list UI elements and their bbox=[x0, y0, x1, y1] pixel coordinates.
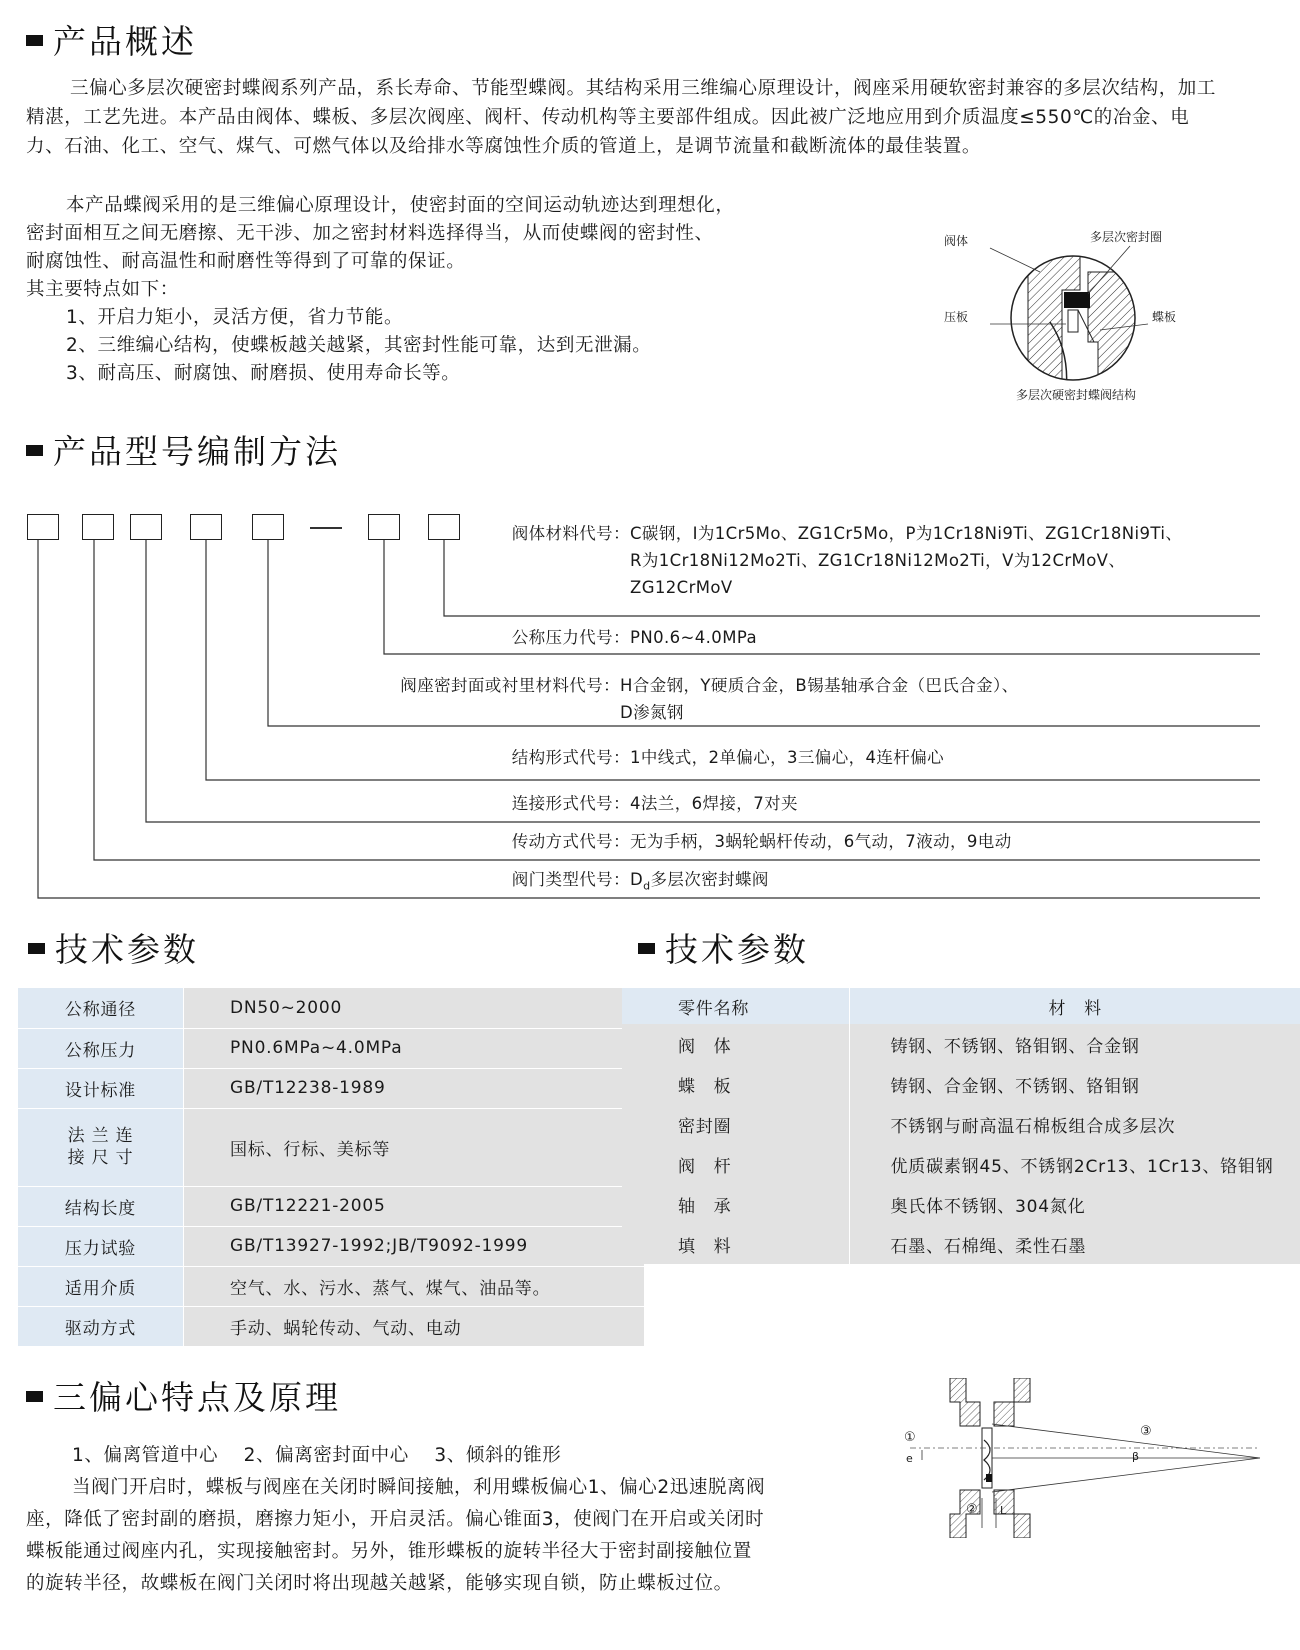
overview-paragraph-2-line-2: 密封面相互之间无磨擦、无干涉、加之密封材料选择得当，从而使蝶阀的密封性、 bbox=[26, 223, 714, 244]
section-title-triple-offset: 三偏心特点及原理 bbox=[26, 1372, 341, 1419]
offset-mark-3: ③ bbox=[1140, 1424, 1152, 1439]
table-row: 结构长度 GB/T12221-2005 bbox=[18, 1186, 644, 1226]
seal-structure-diagram bbox=[944, 230, 1210, 422]
section-title-model-code: 产品型号编制方法 bbox=[26, 426, 341, 473]
offset-label-l: L bbox=[1000, 1504, 1007, 1517]
table-row: 蝶 板 铸钢、合金钢、不锈钢、铬钼钢 bbox=[622, 1064, 1300, 1104]
title-square-icon bbox=[638, 943, 655, 954]
table-header-row: 零件名称 材 料 bbox=[622, 988, 1300, 1024]
triple-offset-line-1: 当阀门开启时，蝶板与阀座在关闭时瞬间接触，利用蝶板偏心1、偏心2迅速脱离阀 bbox=[72, 1477, 766, 1498]
overview-paragraph-1: 三偏心多层次硬密封蝶阀系列产品，系长寿命、节能型蝶阀。其结构采用三维编心原理设计，阀座采用硬软密封兼容的多层次结构，加工精湛，工艺先进。本产品由阀体、蝶板、多层次阀座、阀杆、传动机构等主要部件组成。因此被广泛地应用到介质温度≤550℃的冶金、电力、石油、化工、空气、煤气、可燃气体以及给排水等腐蚀性介质的管道上，是调节流量和截断流体的最佳装置。 bbox=[26, 78, 1217, 157]
table-row: 设计标准 GB/T12238-1989 bbox=[18, 1068, 644, 1108]
table-row: 公称压力 PN0.6MPa~4.0MPa bbox=[18, 1028, 644, 1068]
triple-offset-diagram bbox=[900, 1378, 1280, 1538]
table-row: 填 料 石墨、石棉绳、柔性石墨 bbox=[622, 1224, 1300, 1264]
triple-offset-drawing bbox=[900, 1378, 1280, 1538]
tech-params-table bbox=[18, 988, 644, 1347]
overview-paragraph-2-line-3: 耐腐蚀性、耐高温性和耐磨性等得到了可靠的保证。 bbox=[26, 251, 466, 272]
diagram-label-seal-ring: 多层次密封圈 bbox=[1090, 230, 1163, 244]
section-title-tech-params: 技术参数 bbox=[28, 924, 199, 971]
offset-mark-1: ① bbox=[904, 1430, 916, 1445]
overview-features-heading: 其主要特点如下： bbox=[26, 279, 179, 300]
overview-paragraph-2-line-1: 本产品蝶阀采用的是三维偏心原理设计，使密封面的空间运动轨迹达到理想化， bbox=[66, 195, 735, 216]
diagram-label-disc: 蝶板 bbox=[1152, 310, 1177, 324]
code-desc-valve-type: 阀门类型代号：$D_d$多层次密封蝶阀 bbox=[511, 870, 769, 893]
feature-item: 1、开启力矩小，灵活方便，省力节能。 bbox=[66, 307, 404, 328]
table-row: 公称通径 DN50~2000 bbox=[18, 988, 644, 1028]
triple-offset-line-3: 蝶板能通过阀座内孔，实现接触密封。另外，锥形蝶板的旋转半径大于密封副接触位置 bbox=[26, 1541, 752, 1562]
title-square-icon bbox=[28, 943, 45, 954]
table-row: 适用介质 空气、水、污水、蒸气、煤气、油品等。 bbox=[18, 1266, 644, 1306]
diagram-label-press-plate: 压板 bbox=[944, 310, 969, 324]
triple-offset-points: 1、偏离管道中心 2、偏离密封面中心 3、倾斜的锥形 bbox=[72, 1445, 562, 1466]
section-title-materials: 技术参数 bbox=[638, 924, 809, 971]
code-desc-structure: 结构形式代号：1中线式，2单偏心，3三偏心，4连杆偏心 bbox=[511, 748, 944, 767]
section-title-overview: 产品概述 bbox=[26, 16, 197, 63]
table-row: 密封圈 不锈钢与耐高温石棉板组合成多层次 bbox=[622, 1104, 1300, 1144]
table-row: 轴 承 奥氏体不锈钢、304氮化 bbox=[622, 1184, 1300, 1224]
feature-item: 3、耐高压、耐腐蚀、耐磨损、使用寿命长等。 bbox=[66, 363, 461, 384]
code-desc-pressure: 公称压力代号：PN0.6~4.0MPa bbox=[511, 628, 757, 647]
offset-label-e: e bbox=[906, 1452, 913, 1465]
title-square-icon bbox=[26, 1391, 43, 1402]
title-square-icon bbox=[26, 35, 43, 46]
offset-label-beta: β bbox=[1132, 1450, 1140, 1463]
table-row: 驱动方式 手动、蜗轮传动、气动、电动 bbox=[18, 1306, 644, 1346]
offset-mark-2: ② bbox=[966, 1502, 978, 1517]
triple-offset-line-4: 的旋转半径，故蝶板在阀门关闭时将出现越关越紧，能够实现自锁，防止蝶板过位。 bbox=[26, 1573, 733, 1594]
code-desc-drive: 传动方式代号：无为手柄，3蜗轮蜗杆传动，6气动，7液动，9电动 bbox=[511, 832, 1012, 851]
feature-item: 2、三维编心结构，使蝶板越关越紧，其密封性能可靠，达到无泄漏。 bbox=[66, 335, 652, 356]
code-desc-body-material: 阀体材料代号：C碳钢，I为1Cr5Mo、ZG1Cr5Mo，P为1Cr18Ni9Ti、ZG1Cr18Ni9Ti、 R为1Cr18Ni12Mo2Ti、ZG1Cr18Ni12Mo2Ti，V为12CrMoV、 ZG12CrMoV bbox=[511, 524, 1183, 597]
table-row: 法 兰 连 接 尺 寸 国标、行标、美标等 bbox=[18, 1108, 644, 1186]
materials-table bbox=[622, 988, 1300, 1264]
table-row: 阀 杆 优质碳素钢45、不锈钢2Cr13、1Cr13、铬钼钢 bbox=[622, 1144, 1300, 1184]
table-row: 阀 体 铸钢、不锈钢、铬钼钢、合金钢 bbox=[622, 1024, 1300, 1064]
code-desc-seat-material: 阀座密封面或衬里材料代号：H合金钢，Y硬质合金，B锡基轴承合金（巴氏合金）、 D渗氮钢 bbox=[400, 676, 1019, 722]
code-desc-connection: 连接形式代号：4法兰，6焊接，7对夹 bbox=[511, 794, 798, 813]
table-row: 压力试验 GB/T13927-1992;JB/T9092-1999 bbox=[18, 1226, 644, 1266]
triple-offset-line-2: 座，降低了密封副的磨损，磨擦力矩小，开启灵活。偏心锥面3，使阀门在开启或关闭时 bbox=[26, 1509, 765, 1530]
title-square-icon bbox=[26, 445, 43, 456]
diagram-label-body: 阀体 bbox=[944, 234, 969, 248]
diagram-caption: 多层次硬密封蝶阀结构 bbox=[1016, 388, 1137, 402]
